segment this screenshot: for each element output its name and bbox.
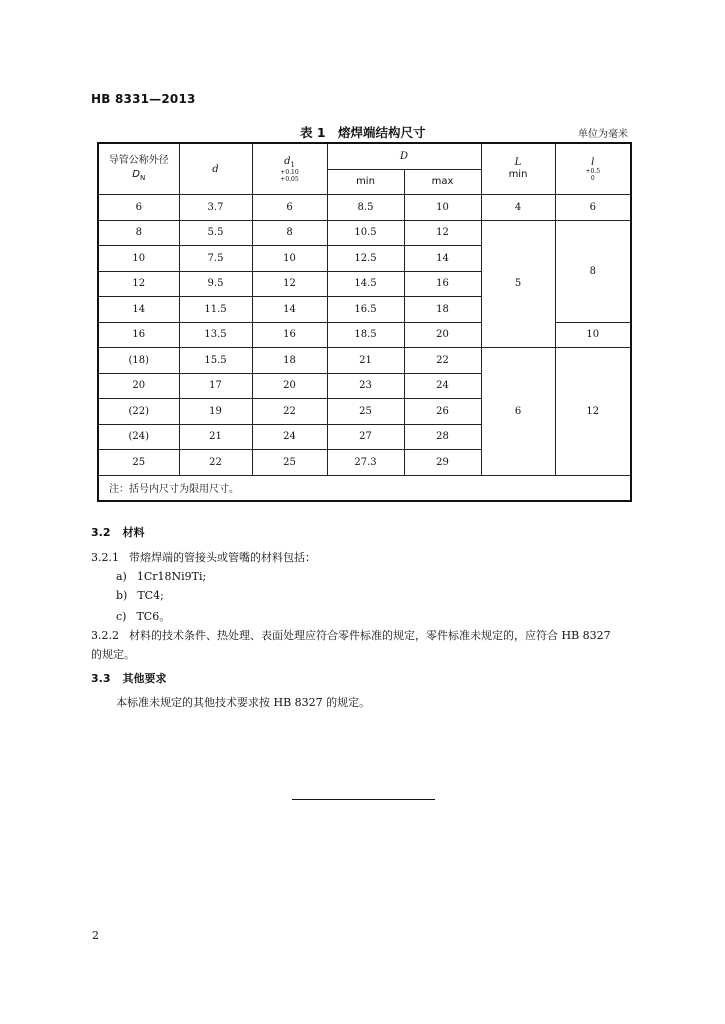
l-value-group-4: 12 bbox=[555, 348, 631, 476]
d1-tolerance-lower: +0.05 bbox=[280, 175, 299, 183]
header-l: l +0.5 0 bbox=[555, 143, 631, 195]
section-3-2-2: 3.2.2 材料的技术条件、热处理、表面处理应符合零件标准的规定，零件标准未规定的，应符合 HB 8327 bbox=[91, 629, 611, 642]
header-d: d bbox=[179, 143, 252, 195]
table-row: 6 3.7 6 8.5 10 4 6 bbox=[98, 195, 631, 221]
d1-tolerance-upper: +0.10 bbox=[280, 168, 299, 176]
dimension-table bbox=[97, 142, 632, 502]
table-row: 12 9.5 12 14.5 16 bbox=[98, 271, 631, 297]
header-d1: $d_1$ +0.10 +0.05 bbox=[252, 143, 327, 195]
l-tolerance-lower: 0 bbox=[590, 174, 595, 182]
table-row: 14 11.5 14 16.5 18 bbox=[98, 297, 631, 323]
material-item-a: a) 1Cr18Ni9Ti; bbox=[116, 570, 207, 583]
table-unit: 单位为毫米 bbox=[578, 129, 628, 140]
section-3-2-1: 3.2.1 带熔焊端的管接头或管嘴的材料包括： bbox=[91, 551, 316, 564]
section-3-2-heading: 3.2 材料 bbox=[91, 526, 145, 539]
standard-code: HB 8331—2013 bbox=[91, 92, 196, 106]
L-value-group-2: 5 bbox=[481, 220, 555, 348]
section-3-3-text: 本标准未规定的其他技术要求按 HB 8327 的规定。 bbox=[116, 696, 371, 709]
header-D-min: min bbox=[327, 169, 404, 195]
table-note: 注：括号内尺寸为限用尺寸。 bbox=[98, 475, 631, 501]
header-L: L min bbox=[481, 143, 555, 195]
table-row: (24) 21 24 27 28 bbox=[98, 424, 631, 450]
section-3-2-2-continued: 的规定。 bbox=[91, 648, 135, 661]
table-row: 8 5.5 8 10.5 12 5 8 bbox=[98, 220, 631, 246]
table-row: 20 17 20 23 24 bbox=[98, 373, 631, 399]
l-value-group-1: 6 bbox=[555, 195, 631, 221]
table-row: 16 13.5 16 18.5 20 10 bbox=[98, 322, 631, 348]
table-row: (18) 15.5 18 21 22 6 12 bbox=[98, 348, 631, 374]
material-item-b: b) TC4; bbox=[116, 589, 164, 602]
header-dn: 导管公称外径 $D_N$ bbox=[98, 143, 179, 195]
table-row: 10 7.5 10 12.5 14 bbox=[98, 246, 631, 272]
l-tolerance-upper: +0.5 bbox=[585, 167, 601, 175]
end-rule bbox=[292, 799, 435, 800]
section-3-3-heading: 3.3 其他要求 bbox=[91, 672, 167, 685]
table-row: (22) 19 22 25 26 bbox=[98, 399, 631, 425]
page-number: 2 bbox=[92, 929, 99, 942]
L-value-group-3: 6 bbox=[481, 348, 555, 476]
l-value-group-2: 8 bbox=[555, 220, 631, 322]
l-value-group-3: 10 bbox=[555, 322, 631, 348]
header-D: D bbox=[327, 143, 481, 169]
material-item-c: c) TC6。 bbox=[116, 610, 171, 623]
table-caption: 表 1 熔焊端结构尺寸 bbox=[300, 125, 426, 140]
table-row: 25 22 25 27.3 29 bbox=[98, 450, 631, 476]
header-D-max: max bbox=[404, 169, 481, 195]
L-value-group-1: 4 bbox=[481, 195, 555, 221]
